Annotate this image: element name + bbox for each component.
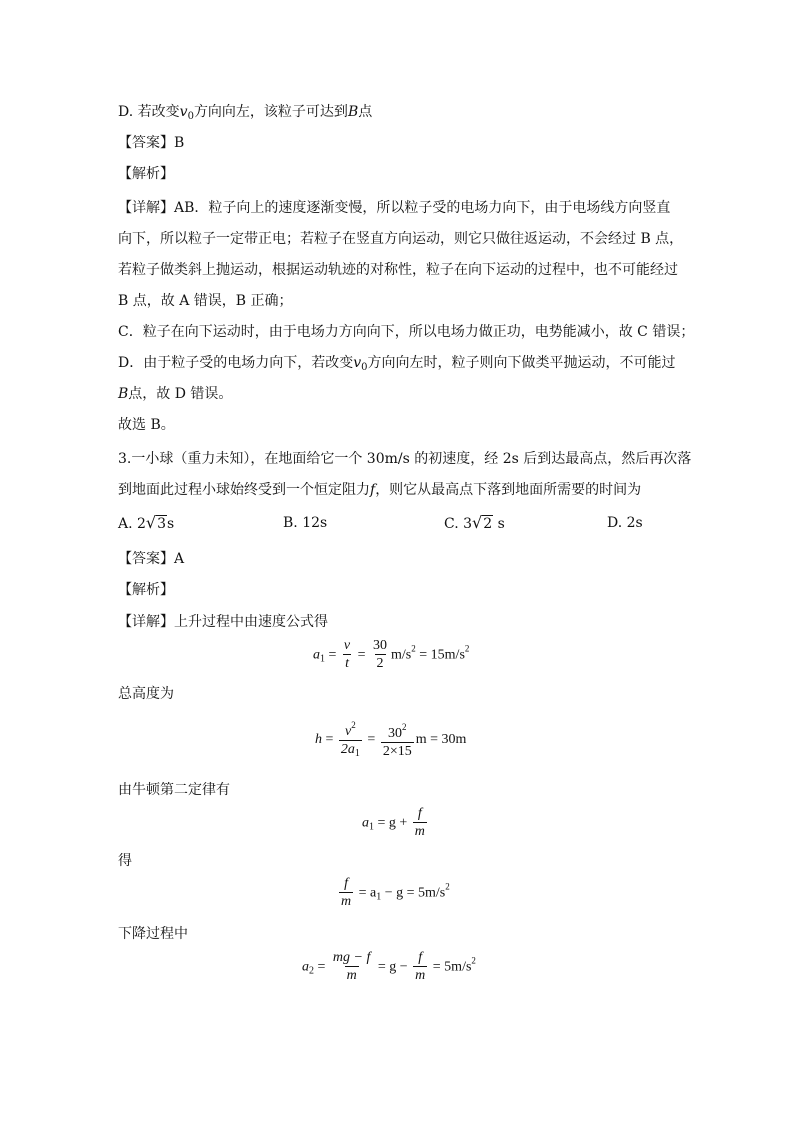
var-a: a — [313, 647, 320, 663]
detail-line-7-text: 点，故 D 错误。 — [128, 386, 233, 402]
fraction — [339, 717, 362, 763]
formula-acceleration-down: $a_2$ = $\frac{mg - f}{m}$ = g − $\frac{f}{m}$ = $5m/s^2$ — [302, 950, 476, 983]
q3-text: 到地面此过程小球始终受到一个恒定阻力 — [118, 482, 370, 498]
fraction — [371, 638, 389, 673]
numerator: v — [345, 724, 352, 739]
subscript: 1 — [320, 653, 325, 665]
fraction — [413, 950, 427, 985]
detail-line-6-text-2: 方向向左时，粒子则向下做类平抛运动，不可能过 — [367, 355, 676, 371]
subscript: 2 — [309, 965, 314, 977]
option-a-coef: A. 2 — [118, 516, 146, 532]
subscript: 1 — [369, 821, 374, 833]
newton-label: 由牛顿第二定律有 — [118, 782, 230, 798]
formula-newton — [362, 806, 429, 841]
result: = 15m/s — [419, 647, 465, 663]
superscript: 2 — [411, 643, 416, 654]
option-d-q3: D. 2s — [607, 515, 643, 531]
analysis-label: 【解析】 — [118, 166, 174, 182]
numerator: f — [417, 806, 422, 821]
formula-height: h = $\frac{v^2}{2a_1}$ = $\frac{30^2}{2\times 15}$ m = 30m — [315, 717, 466, 763]
option-d-text: D. 若改变 — [118, 104, 180, 120]
option-c-coef: C. 3 — [444, 516, 473, 532]
subscript: 0 — [187, 111, 194, 122]
result: m = 30m — [415, 732, 467, 748]
var-a: a — [302, 959, 309, 975]
detail-line-2: 向下，所以粒子一定带正电；若粒子在竖直方向运动，则它只做往返运动，不会经过 B 点， — [118, 231, 684, 247]
descent-label: 下降过程中 — [118, 926, 188, 942]
formula-acceleration-up: $a_1$ = $\frac{v}{t}$ = $\frac{30}{2}$ $m/s^2 = 15m/s^2$ — [313, 638, 470, 671]
option-c — [444, 513, 505, 534]
option-d-end: 点 — [358, 104, 373, 120]
superscript: 2 — [445, 881, 450, 892]
fraction — [331, 950, 372, 985]
point-b: B — [347, 104, 359, 120]
option-c-unit: s — [493, 516, 505, 532]
option-b: B. 12s — [283, 515, 328, 531]
operator: = a — [358, 885, 377, 901]
choose-line: 故选 B。 — [118, 417, 175, 433]
option-a-unit: s — [167, 516, 175, 532]
option-a — [118, 513, 174, 534]
radicand: 2 — [483, 516, 493, 532]
operator: = g − — [377, 959, 408, 975]
question-3-line-1: 3.一小球（重力未知），在地面给它一个 30m/s 的初速度，经 2s 后到达最高点，然后再次落 — [118, 451, 692, 467]
numerator: 30 — [373, 638, 388, 653]
numerator: mg − f — [332, 950, 371, 965]
superscript: 2 — [351, 720, 356, 730]
denominator: m — [341, 894, 352, 909]
detail-line-5: C．粒子在向下运动时，由于电场力方向向下，所以电场力做正功，电势能减小，故 C 错误； — [118, 324, 695, 340]
detail-line-6 — [118, 353, 676, 378]
option-d — [118, 102, 372, 127]
operator: = g + — [377, 815, 408, 831]
detail-line-1: 【详解】AB．粒子向上的速度逐渐变慢，所以粒子受的电场力向下，由于电场线方向竖直 — [118, 200, 671, 216]
denominator: 2a — [340, 742, 355, 757]
detail-line-7 — [118, 384, 232, 404]
fraction — [342, 638, 352, 673]
point-b: B — [118, 386, 129, 402]
result: − g = 5m/s — [381, 885, 446, 901]
var-h: h — [315, 732, 322, 748]
denominator: m — [346, 968, 357, 983]
numerator: f — [418, 950, 423, 965]
sqrt-symbol: √3 — [145, 513, 167, 532]
superscript: 2 — [464, 643, 470, 654]
denominator: 2×15 — [382, 744, 412, 759]
denominator: m — [414, 824, 425, 839]
numerator: f — [344, 876, 348, 891]
option-d-text-2: 方向向左，该粒子可达到 — [193, 104, 348, 120]
formula-f-over-m — [337, 876, 450, 911]
q3-text-2: ，则它从最高点下落到地面所需要的时间为 — [375, 482, 642, 498]
detail-line-6-text: D．由于粒子受的电场力向下，若改变 — [118, 355, 354, 371]
sqrt-symbol: √2 — [472, 513, 493, 532]
answer-label-q3: 【答案】A — [118, 551, 185, 567]
analysis-label-q3: 【解析】 — [118, 582, 174, 598]
fraction — [413, 806, 427, 841]
total-height-label: 总高度为 — [118, 686, 174, 702]
superscript: 2 — [402, 722, 407, 732]
answer-label: 【答案】B — [118, 135, 185, 151]
fraction — [381, 719, 414, 761]
numerator: v — [343, 638, 351, 653]
unit: m/s — [391, 647, 412, 663]
var-v: v — [179, 104, 188, 120]
numerator: 30 — [388, 726, 403, 741]
detail-line-3: 若粒子做类斜上抛运动，根据运动轨迹的对称性，粒子在向下运动的过程中，也不可能经过 — [118, 262, 678, 278]
superscript: 2 — [471, 955, 476, 966]
var-f: f — [370, 482, 376, 498]
detail-q3: 【详解】上升过程中由速度公式得 — [118, 614, 328, 630]
denominator: m — [415, 968, 426, 983]
denominator: t — [345, 656, 349, 671]
result: = 5m/s — [432, 959, 472, 975]
question-3-line-2 — [118, 480, 641, 500]
detail-line-4: B 点，故 A 错误，B 正确； — [118, 293, 293, 309]
var-v: v — [353, 355, 362, 371]
var-a: a — [362, 815, 369, 831]
denominator: 2 — [376, 656, 384, 671]
radicand: 3 — [157, 516, 167, 532]
get-label: 得 — [118, 853, 132, 869]
fraction — [339, 876, 353, 911]
subscript: 1 — [376, 891, 382, 903]
subscript: 0 — [361, 362, 368, 373]
subscript: 1 — [354, 748, 360, 759]
